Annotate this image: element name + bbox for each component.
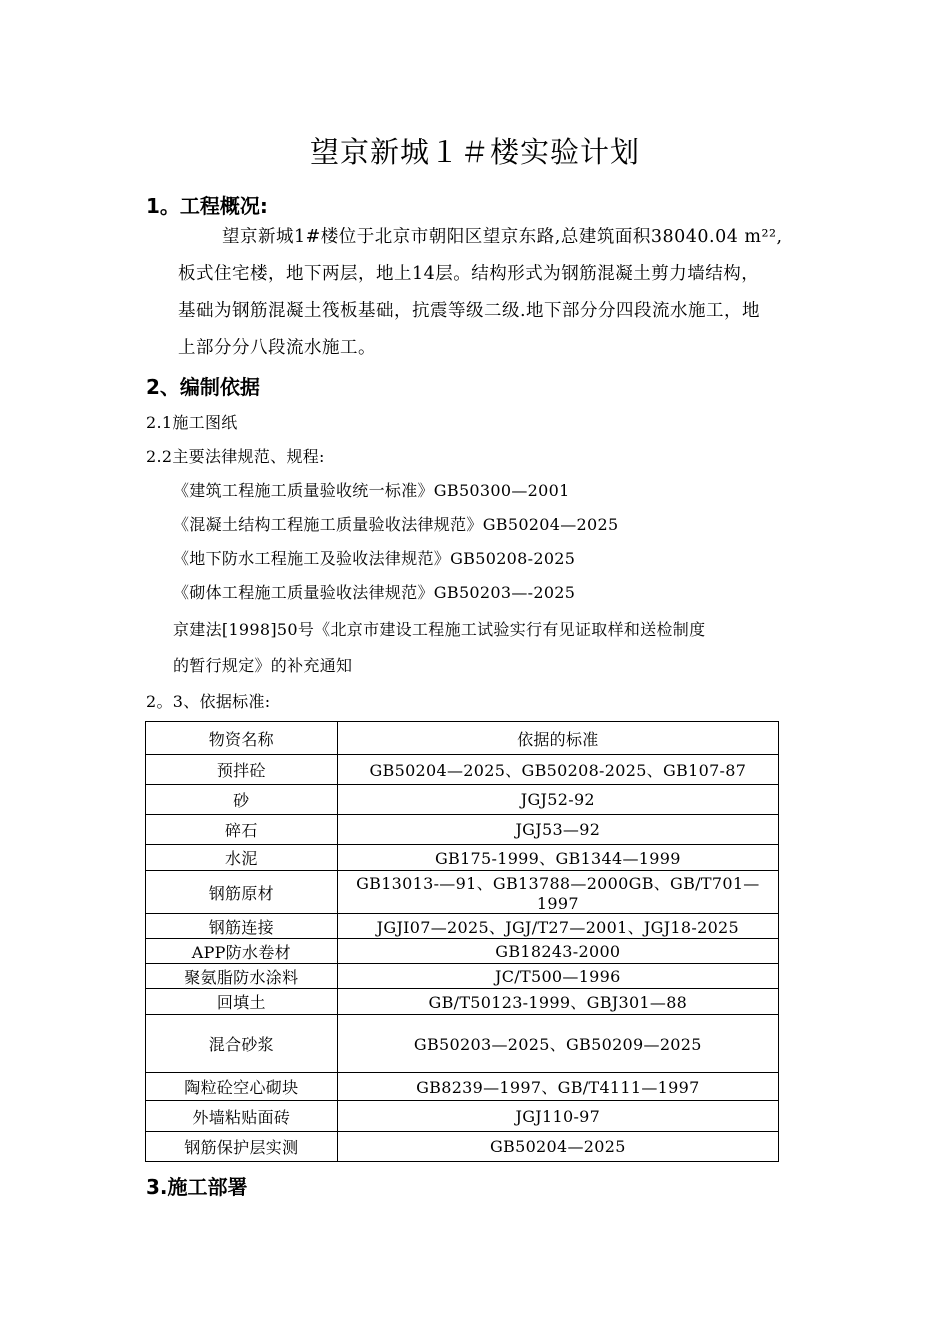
material-cell: 砂	[146, 785, 338, 815]
notice-line: 京建法[1998]50号《北京市建设工程施工试验实行有见证取样和送检制度	[173, 620, 706, 639]
standard-cell: GB8239—1997、GB/T4111—1997	[337, 1073, 778, 1101]
section-3-heading: 3.施工部署	[146, 1175, 248, 1199]
section-1-paragraph	[178, 219, 818, 367]
material-cell: 钢筋连接	[146, 914, 338, 939]
page-title: 望京新城１＃楼实验计划	[309, 135, 640, 169]
subsection-2-1: 2.1施工图纸	[146, 413, 238, 432]
table-row	[146, 914, 779, 939]
table-row	[146, 1101, 779, 1132]
standard-cell: GB18243-2000	[337, 939, 778, 964]
standard-item: 《建筑工程施工质量验收统一标准》GB50300—2001	[173, 481, 570, 500]
table-header-cell: 物资名称	[146, 722, 338, 755]
paragraph-line: 板式住宅楼，地下两层，地上14层。结构形式为钢筋混凝土剪力墙结构，	[178, 264, 760, 284]
standard-cell: JGJ53—92	[337, 815, 778, 845]
material-cell: 外墙粘贴面砖	[146, 1101, 338, 1132]
subsection-2-2: 2.2主要法律规范、规程:	[146, 447, 325, 466]
table-row	[146, 939, 779, 964]
material-cell: 混合砂浆	[146, 1015, 338, 1073]
standards-table	[145, 721, 779, 1162]
table-row	[146, 815, 779, 845]
material-cell: 预拌砼	[146, 755, 338, 785]
standard-item: 《混凝土结构工程施工质量验收法律规范》GB50204—2025	[173, 515, 619, 534]
table-row	[146, 871, 779, 914]
standard-cell: JGJI07—2025、JGJ/T27—2001、JGJ18-2025	[337, 914, 778, 939]
material-cell: 聚氨脂防水涂料	[146, 964, 338, 989]
standard-cell: GB13013-—91、GB13788—2000GB、GB/T701—1997	[337, 871, 778, 914]
paragraph-line: 上部分分八段流水施工。	[178, 338, 376, 358]
table-row	[146, 989, 779, 1015]
table-header-row	[146, 722, 779, 755]
table-row	[146, 964, 779, 989]
standard-cell: JC/T500—1996	[337, 964, 778, 989]
standard-cell: GB/T50123-1999、GBJ301—88	[337, 989, 778, 1015]
paragraph-line: 望京新城1#楼位于北京市朝阳区望京东路,总建筑面积38040.04 m²²,	[222, 227, 783, 247]
material-cell: 碎石	[146, 815, 338, 845]
material-cell: 钢筋原材	[146, 871, 338, 914]
section-1-heading: 1。工程概况:	[146, 194, 268, 218]
material-cell: 陶粒砼空心砌块	[146, 1073, 338, 1101]
section-2-heading: 2、编制依据	[146, 375, 260, 399]
table-row	[146, 845, 779, 871]
standard-cell: GB50204—2025、GB50208-2025、GB107-87	[337, 755, 778, 785]
paragraph-line: 基础为钢筋混凝土筏板基础，抗震等级二级.地下部分分四段流水施工，地	[178, 301, 761, 321]
material-cell: 钢筋保护层实测	[146, 1132, 338, 1162]
standard-cell: GB50203—2025、GB50209—2025	[337, 1015, 778, 1073]
table-row	[146, 785, 779, 815]
table-row	[146, 755, 779, 785]
standard-cell: JGJ110-97	[337, 1101, 778, 1132]
material-cell: APP防水卷材	[146, 939, 338, 964]
standard-item: 《砌体工程施工质量验收法律规范》GB50203—-2025	[173, 583, 576, 602]
standard-cell: JGJ52-92	[337, 785, 778, 815]
subsection-2-3: 2。3、依据标准:	[146, 692, 271, 711]
standard-item: 《地下防水工程施工及验收法律规范》GB50208-2025	[173, 549, 576, 568]
standard-cell: GB50204—2025	[337, 1132, 778, 1162]
table-row	[146, 1073, 779, 1101]
table-header-cell: 依据的标准	[337, 722, 778, 755]
standard-cell: GB175-1999、GB1344—1999	[337, 845, 778, 871]
notice-line: 的暂行规定》的补充通知	[173, 656, 353, 675]
material-cell: 水泥	[146, 845, 338, 871]
table-row	[146, 1132, 779, 1162]
table-row	[146, 1015, 779, 1073]
material-cell: 回填土	[146, 989, 338, 1015]
